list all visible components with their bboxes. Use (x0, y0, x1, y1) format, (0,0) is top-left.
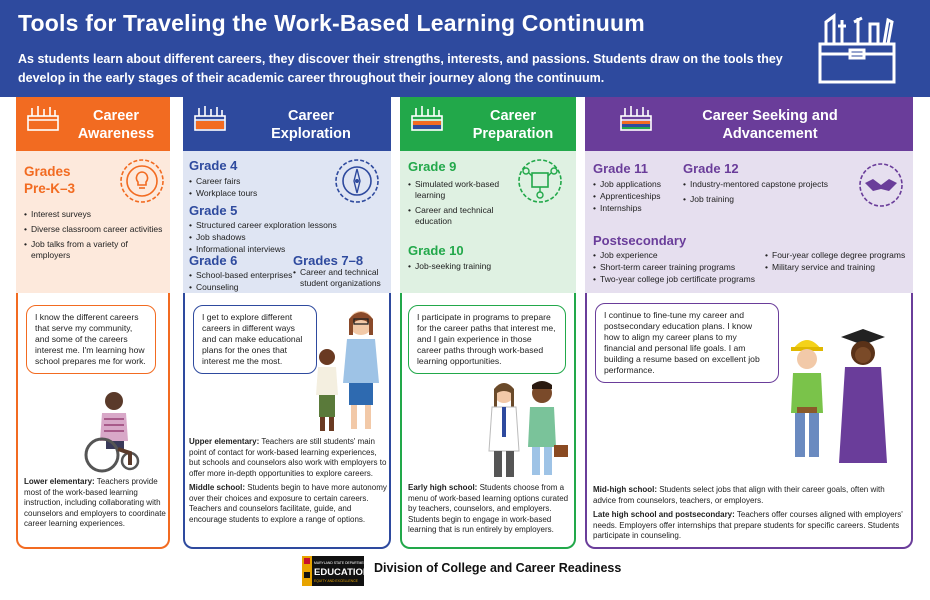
postsecondary-list-a (593, 250, 767, 286)
awareness-list (24, 209, 164, 265)
grade-10-list (408, 261, 568, 273)
list-item: • Diverse classroom career activities (24, 224, 164, 235)
grade-line2: Pre-K–3 (24, 181, 76, 196)
list-item: • Job training (683, 194, 853, 205)
grade-4: Grade 4 (189, 158, 238, 173)
preparation-description (408, 483, 574, 540)
grade-7-8: Grades 7–8 (293, 253, 364, 268)
students-figure (313, 305, 385, 435)
awareness-title (66, 107, 166, 143)
grade-9: Grade 9 (408, 159, 457, 174)
preparation-lower (400, 293, 576, 549)
grade-6: Grade 6 (189, 253, 238, 268)
seeking-lower (585, 293, 913, 549)
grade-11: Grade 11 (593, 161, 648, 176)
toolbox-icon (410, 104, 444, 132)
list-item: • School-based enterprises (189, 270, 299, 281)
grade-line1: Grades (24, 164, 71, 179)
awareness-quote: I know the different careers that serve my community, and some of the careers interest me. I'm learning how school prepares me for work. (26, 305, 156, 374)
preparation-header (400, 97, 576, 151)
preparation-title-line2: Preparation (472, 126, 554, 142)
exploration-header (183, 97, 391, 151)
network-icon (516, 157, 564, 205)
grade-12: Grade 12 (683, 161, 739, 176)
desc-text: Students choose from a menu of work-based learning options curated by teachers, counselors, and employers. Students begin to engage in work-based learning that is run entirely by employers. (408, 483, 569, 534)
desc-label: Early high school: (408, 483, 478, 492)
grade-5: Grade 5 (189, 203, 238, 218)
exploration-upper (183, 151, 391, 293)
column-career-seeking (585, 97, 913, 549)
list-item: • Structured career exploration lessons (189, 220, 389, 231)
grade-12-list (683, 179, 853, 209)
desc-label: Middle school: (189, 483, 245, 492)
lightbulb-gear-icon (118, 157, 166, 205)
logo-small-text: MARYLAND STATE DEPARTMENT OF (314, 561, 374, 565)
list-item: • Job-seeking training (408, 261, 568, 272)
exploration-description (189, 437, 389, 529)
list-item: • Job applications (593, 179, 683, 190)
page-intro: As students learn about different careers, they discover their strengths, interests, and passions. Students draw on the tools they develop in the early stages of their academic career throughout their journey along the continuum. (18, 52, 783, 85)
grade-6-list (189, 270, 299, 294)
exploration-title (241, 107, 381, 143)
grade-5-list (189, 220, 389, 256)
toolbox-icon (812, 8, 902, 88)
list-item: • Career and technical education (408, 205, 512, 227)
list-item: • Job shadows (189, 232, 389, 243)
list-item: • Workplace tours (189, 188, 339, 199)
desc-text: Teachers provide most of the work-based learning instruction, including collaborating with counselors and employers to coordinate career learning experiences. (24, 477, 166, 528)
page-header (0, 0, 930, 97)
list-item: • Internships (593, 203, 683, 214)
list-item: • Two-year college job certificate programs (593, 274, 767, 285)
seeking-title-line1: Career Seeking and (702, 108, 838, 124)
division-name: Division of College and Career Readiness (374, 561, 622, 575)
desc-text: Teachers are still students' main point of contact for work-based learning experiences, but schools and counselors also work with employers to offer more in-depth opportunities to explore careers. (189, 437, 387, 478)
awareness-description (24, 477, 168, 534)
list-item: • Job experience (593, 250, 767, 261)
list-item: • Interest surveys (24, 209, 164, 220)
awareness-header (16, 97, 170, 151)
list-item: • Career and technical student organizations (293, 267, 391, 289)
desc-text: Students begin to have more autonomy over their choices and exposure to certain careers. Teachers and counselors facilitate, guide, and encourage students to explore a range of options. (189, 483, 387, 524)
desc-label: Late high school and postsecondary: (593, 510, 735, 519)
preparation-title-line1: Career (490, 108, 536, 124)
list-item: • Informational interviews (189, 244, 389, 255)
seeking-header (585, 97, 913, 151)
logo-text: EDUCATION (314, 567, 370, 578)
desc-text: Students select jobs that align with their career goals, often with advice from counselors, teachers, or employers. (593, 485, 885, 505)
column-career-exploration (183, 97, 391, 549)
seeking-title (675, 107, 865, 143)
seeking-upper (585, 151, 913, 293)
compass-icon (333, 157, 381, 205)
postsecondary: Postsecondary (593, 233, 687, 248)
preparation-title (452, 107, 574, 143)
seeking-title-line2: Advancement (722, 126, 818, 142)
graduates-figure (783, 327, 893, 467)
list-item: • Career fairs (189, 176, 339, 187)
list-item: • Job talks from a variety of employers (24, 239, 164, 261)
exploration-title-line1: Career (288, 108, 334, 124)
student-wheelchair-figure (80, 389, 150, 473)
list-item: • Apprenticeships (593, 191, 683, 202)
grade-11-list (593, 179, 683, 215)
handshake-icon (857, 161, 905, 209)
msde-logo (302, 556, 374, 586)
awareness-title-line2: Awareness (77, 126, 155, 142)
logo-tagline: EQUITY AND EXCELLENCE (314, 579, 358, 583)
seeking-quote: I continue to fine-tune my career and postsecondary education plans. I know how to align my career plans to my financial and personal life goals. I am building a resume based on excellent job performance. (595, 303, 779, 383)
exploration-title-line2: Exploration (271, 126, 351, 142)
seeking-description (593, 485, 909, 546)
preparation-quote: I participate in programs to prepare for the career paths that interest me, and I gain experience in those career paths through work-based learning opportunities. (408, 305, 566, 374)
column-career-preparation (400, 97, 576, 549)
column-career-awareness (16, 97, 170, 549)
list-item: • Four-year college degree programs (765, 250, 911, 261)
exploration-lower (183, 293, 391, 549)
grade-4-list (189, 176, 339, 200)
awareness-grade (24, 163, 75, 197)
postsecondary-list-b (765, 250, 911, 274)
list-item: • Counseling (189, 282, 299, 293)
awareness-upper (16, 151, 170, 293)
list-item: • Industry-mentored capstone projects (683, 179, 853, 190)
awareness-title-line1: Career (93, 108, 139, 124)
desc-label: Lower elementary: (24, 477, 95, 486)
awareness-lower (16, 293, 170, 549)
page-title: Tools for Traveling the Work-Based Learning Continuum (18, 10, 645, 36)
toolbox-icon (619, 104, 653, 132)
exploration-quote: I get to explore different careers in different ways and can make educational plans for the ones that interest me the most. (193, 305, 317, 374)
desc-label: Upper elementary: (189, 437, 260, 446)
toolbox-icon (26, 104, 60, 132)
desc-text: Teachers offer courses aligned with employers' needs. Employers offer internships that prepare students for specific careers. Students participate in counseling. (593, 510, 903, 540)
list-item: • Short-term career training programs (593, 262, 767, 273)
students-figure (470, 379, 570, 479)
grade-10: Grade 10 (408, 243, 464, 258)
toolbox-icon (193, 104, 227, 132)
desc-label: Mid-high school: (593, 485, 657, 494)
list-item: • Military service and training (765, 262, 911, 273)
grade-9-list (408, 179, 512, 231)
preparation-upper (400, 151, 576, 293)
list-item: • Simulated work-based learning (408, 179, 512, 201)
grade-7-8-list (293, 267, 391, 290)
